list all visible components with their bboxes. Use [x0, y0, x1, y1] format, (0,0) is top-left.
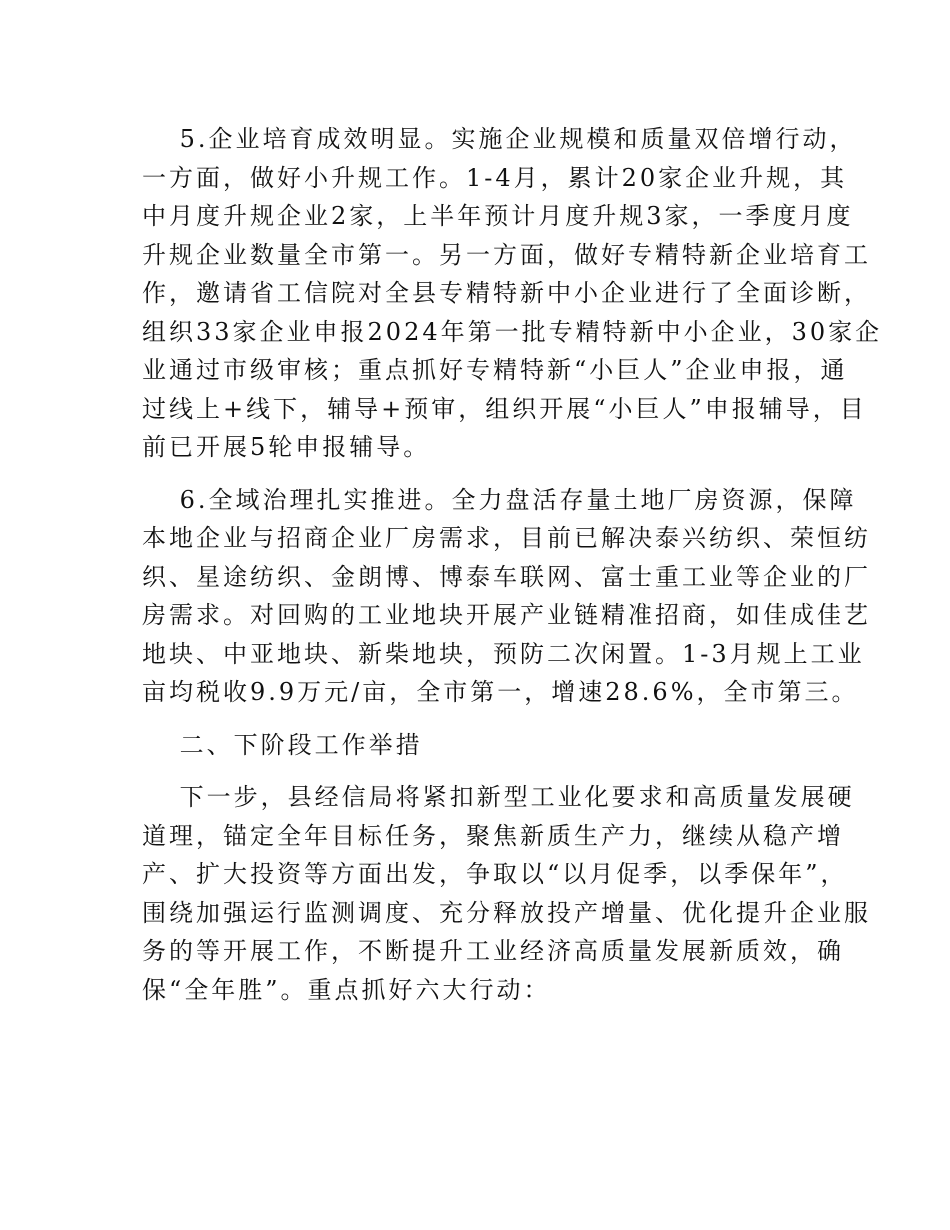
- text-line: 前已开展5轮申报辅导。: [142, 433, 431, 461]
- text-line: 本地企业与招商企业厂房需求，目前已解决泰兴纺织、荣恒纺: [142, 524, 871, 552]
- text-line: 一方面，做好小升规工作。1-4月，累计20家企业升规，其: [142, 163, 848, 192]
- text-line: 作，邀请省工信院对全县专精特新中小企业进行了全面诊断，: [142, 279, 871, 307]
- text-line: 升规企业数量全市第一。另一方面，做好专精特新企业培育工: [142, 240, 871, 269]
- section-heading: [142, 726, 810, 765]
- paragraph-spacer: [142, 712, 810, 726]
- text-line: 中月度升规企业2家，上半年预计月度升规3家，一季度月度: [142, 202, 854, 230]
- text-line: 亩均税收9.9万元/亩，全市第一，增速28.6%，全市第三。: [142, 678, 859, 706]
- section-heading-text: 二、下阶段工作举措: [142, 730, 423, 759]
- text-line: 织、星途纺织、金朗博、博泰车联网、富士重工业等企业的厂: [142, 562, 871, 591]
- text-line: 组织33家企业申报2024年第一批专精特新中小企业，30家企: [142, 317, 883, 346]
- text-line: 5.企业培育成效明显。实施企业规模和质量双倍增行动，: [142, 125, 857, 153]
- text-line: 业通过市级审核；重点抓好专精特新“小巨人”企业申报，通: [142, 356, 848, 384]
- text-line: 6.全域治理扎实推进。全力盘活存量土地厂房资源，保障: [142, 485, 857, 514]
- paragraph-5: [142, 120, 883, 467]
- text-line: 务的等开展工作，不断提升工业经济高质量发展新质效，确: [142, 937, 844, 965]
- text-line: 房需求。对回购的工业地块开展产业链精准招商，如佳成佳艺: [142, 601, 871, 629]
- paragraph-spacer: [142, 764, 810, 778]
- text-line: 围绕加强运行监测调度、充分释放投产增量、优化提升企业服: [142, 898, 871, 927]
- text-line: 保“全年胜”。重点抓好六大行动：: [142, 975, 551, 1004]
- text-line: 地块、中亚地块、新柴地块，预防二次闲置。1-3月规上工业: [142, 639, 865, 668]
- paragraph-spacer: [142, 467, 810, 481]
- document-body: [142, 120, 883, 1009]
- text-line: 产、扩大投资等方面出发，争取以“以月促季，以季保年”，: [142, 860, 848, 888]
- text-line: 过线上+线下，辅导+预审，组织开展“小巨人”申报辅导，目: [142, 394, 867, 423]
- text-line: 道理，锚定全年目标任务，聚焦新质生产力，继续从稳产增: [142, 821, 844, 850]
- paragraph-6: [142, 481, 871, 712]
- text-line: 下一步，县经信局将紧扣新型工业化要求和高质量发展硬: [142, 783, 855, 811]
- paragraph-next-steps: [142, 778, 871, 1009]
